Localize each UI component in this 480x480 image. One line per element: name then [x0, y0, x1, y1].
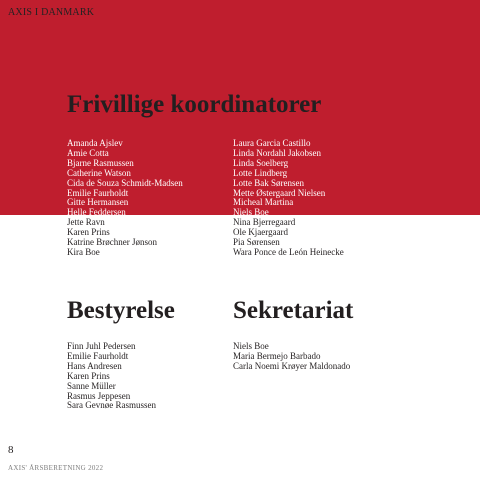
list-item: Linda Nordahl Jakobsen — [233, 147, 321, 158]
list-item: Finn Juhl Pedersen — [67, 341, 136, 351]
list-item: Carla Noemi Krøyer Maldonado — [233, 360, 351, 371]
list-item: Karen Prins — [67, 370, 110, 381]
list-item: Emilie Faurholdt — [67, 350, 129, 361]
list-item: Emilie Faurholdt — [67, 187, 129, 198]
list-item: Jette Ravn — [67, 217, 105, 228]
sekretariat-list — [233, 342, 350, 372]
list-item: Laura Garcia Castillo — [233, 138, 311, 148]
list-item: Cida de Souza Schmidt-Madsen — [67, 177, 183, 188]
list-item: Amie Cotta — [67, 147, 109, 158]
list-item: Niels Boe — [233, 341, 269, 351]
frivillige-list-left — [67, 139, 183, 258]
list-item: Catherine Watson — [67, 167, 131, 178]
list-item: Helle Feddersen — [67, 207, 126, 218]
section-label: AXIS I DANMARK — [8, 7, 95, 18]
list-item: Lotte Bak Sørensen — [233, 177, 304, 188]
list-item: Ole Kjaergaard — [233, 227, 289, 238]
list-item: Bjarne Rasmussen — [67, 157, 134, 168]
list-item: Micheal Martina — [233, 197, 294, 208]
list-item: Niels Boe — [233, 207, 269, 218]
list-item: Gitte Hermansen — [67, 197, 129, 208]
list-item: Sanne Müller — [67, 380, 116, 391]
page-number: 8 — [8, 444, 14, 456]
list-item: Kira Boe — [67, 246, 100, 257]
list-item: Wara Ponce de León Heinecke — [233, 246, 344, 257]
list-item: Sara Gevnøe Rasmussen — [67, 400, 156, 411]
list-item: Pia Sørensen — [233, 237, 280, 248]
frivillige-list-right — [233, 139, 344, 258]
list-item: Mette Østergaard Nielsen — [233, 187, 326, 198]
list-item: Amanda Ajslev — [67, 138, 123, 148]
list-item: Rasmus Jeppesen — [67, 390, 131, 401]
bestyrelse-list — [67, 342, 156, 411]
list-item: Katrine Brøchner Jønson — [67, 237, 157, 248]
footer-text: AXIS' ÅRSBERETNING 2022 — [8, 464, 104, 472]
bestyrelse-title: Bestyrelse — [67, 297, 175, 324]
list-item: Nina Bjerregaard — [233, 217, 296, 228]
sekretariat-title: Sekretariat — [233, 297, 354, 324]
list-item: Maria Bermejo Barbado — [233, 350, 321, 361]
frivillige-title: Frivillige koordinatorer — [67, 91, 322, 118]
list-item: Hans Andresen — [67, 360, 122, 371]
list-item: Linda Soelberg — [233, 157, 289, 168]
list-item: Karen Prins — [67, 227, 110, 238]
list-item: Lotte Lindberg — [233, 167, 288, 178]
